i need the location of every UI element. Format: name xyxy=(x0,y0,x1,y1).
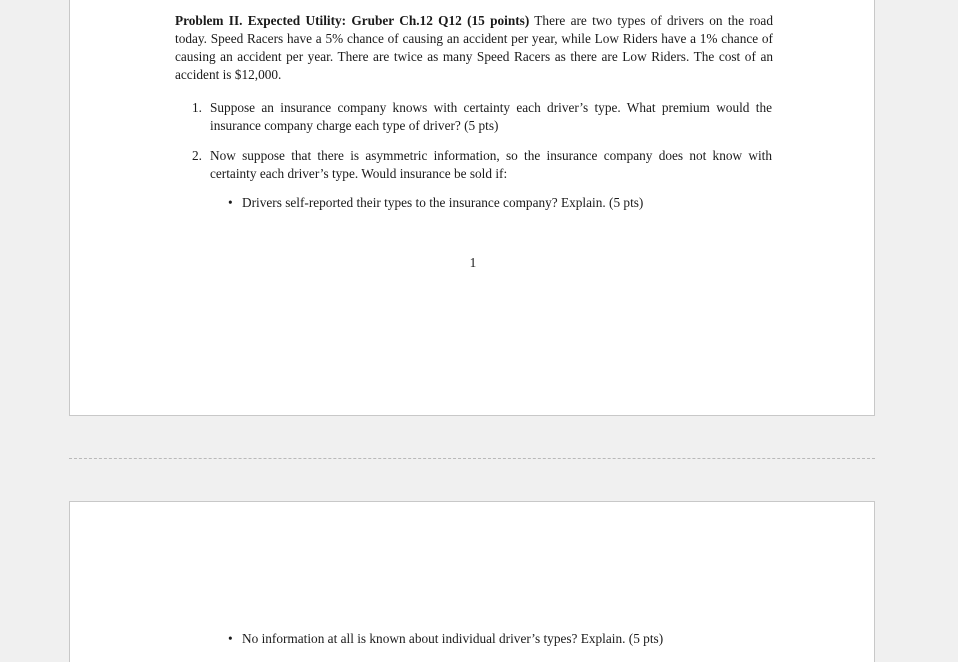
list-item-2 xyxy=(192,147,772,183)
bullet-item-no-information xyxy=(228,630,788,648)
list-item-text: Suppose an insurance company knows with certainty each driver’s type. What premium would the insurance company charge each type of driver? (5 pts) xyxy=(210,100,772,133)
list-item-1 xyxy=(192,99,772,135)
problem-heading: Problem II. Expected Utility: Gruber Ch.12 Q12 (15 points) xyxy=(175,13,530,28)
list-item-text: Now suppose that there is asymmetric information, so the insurance company does not know with certainty each driver’s type. Would insurance be sold if: xyxy=(210,148,772,181)
list-item-number: 1. xyxy=(192,100,202,115)
bullet-icon: • xyxy=(228,195,233,210)
bullet-text: No information at all is known about individual driver’s types? Explain. (5 pts) xyxy=(242,631,664,646)
bullet-icon: • xyxy=(228,631,233,646)
page-1 xyxy=(69,0,875,416)
bullet-item-self-reported xyxy=(228,194,788,212)
list-item-number: 2. xyxy=(192,148,202,163)
page-2 xyxy=(69,501,875,662)
page-number: 1 xyxy=(469,255,477,270)
problem-paragraph xyxy=(175,12,773,84)
problem-text: There are two types of drivers on the road today. Speed Racers have a 5% chance of causing an accident per year, while Low Riders have a 1% chance of causing an accident per year. There are twice as many Speed Racers as there are Low Riders. The cost of an accident is $12,000. xyxy=(175,13,773,82)
page-break-divider xyxy=(69,458,875,459)
bullet-text: Drivers self-reported their types to the insurance company? Explain. (5 pts) xyxy=(242,195,644,210)
